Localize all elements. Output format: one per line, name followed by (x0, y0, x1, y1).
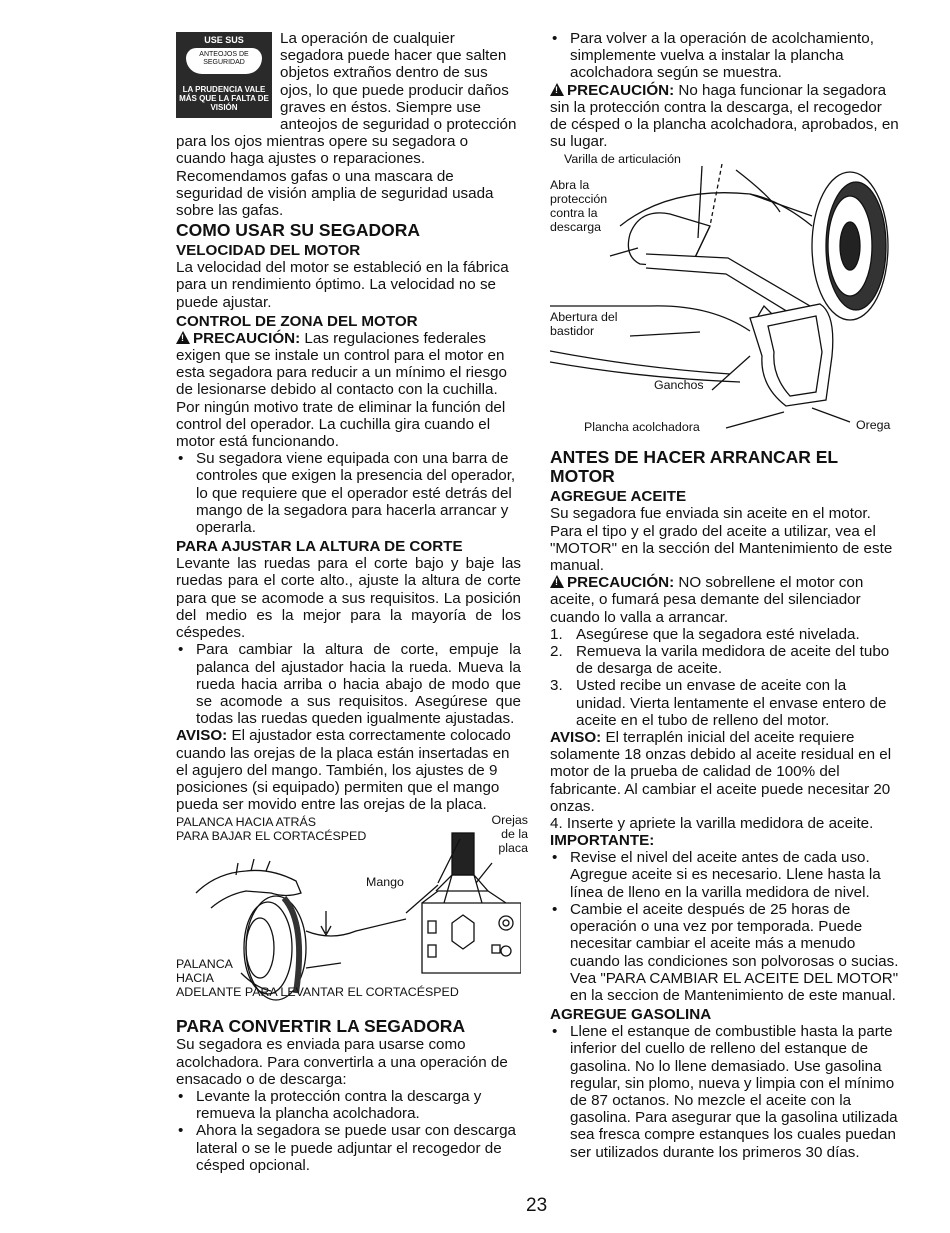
heading-como-usar: COMO USAR SU SEGADORA (176, 220, 421, 241)
gasolina-bullets (550, 1023, 900, 1161)
list-item: • Para cambiar la altura de corte, empuje la palanca del ajustador hacia la rueda. Mueva la rueda hacia arriba o hacia abajo de modo que se acomode a sus requisitos. Asegúrese que todas las ruedas queden igualmente ajustadas. (176, 641, 521, 727)
warning-icon (550, 575, 564, 588)
heading-control-zona: CONTROL DE ZONA DEL MOTOR (176, 312, 418, 330)
aviso-text: El ajustador esta correctamente colocado cuando las orejas de la placa están insertadas en el agujero del mango. También, los ajustes de 9 posiciones (si equipado) permiten que el mango pueda ser movido entre las orejas de la placa. (176, 727, 511, 814)
importante-bullets (550, 849, 900, 1004)
aviso-label: AVISO: (176, 727, 228, 745)
list-item: • Cambie el aceite después de 25 horas de operación o una vez por temporada. Puede necesitar cambiar el aceite más a menudo cuando las condiciones son polvorosas o sucias. Vea "PARA CAMBIAR EL ACEITE DEL MOTOR" en la seccion de Mantenimiento de este manual. (550, 901, 900, 1004)
warning-icon (176, 331, 190, 344)
goggles-lens-text: ANTEOJOS DE SEGURIDAD (186, 48, 262, 74)
heading-aceite: AGREGUE ACEITE (550, 488, 687, 506)
convertir-bullets (176, 1088, 521, 1174)
control-bullets (176, 450, 521, 536)
goggles-bottom-text: LA PRUDENCIA VALE MÁS QUE LA FALTA DE VISIÓN (179, 85, 269, 112)
precaucion-2-paragraph (550, 82, 900, 151)
step-number: 3. (550, 677, 563, 695)
goggles-top-text: USE SUS (204, 35, 244, 45)
label-line: PARA BAJAR EL CORTACÉSPED (176, 829, 367, 844)
orejas-label: Orejas de la placa (491, 813, 528, 856)
left-column (176, 30, 528, 1174)
volver-bullets (550, 30, 900, 82)
list-item: • Levante la protección contra la descarga y remueva la plancha acolchadora. (176, 1088, 521, 1122)
varilla-label: Varilla de articulación (564, 152, 681, 167)
label-line: PALANCA (176, 957, 233, 972)
heading-velocidad: VELOCIDAD DEL MOTOR (176, 242, 361, 260)
step-number: 2. (550, 643, 563, 661)
safety-goggles-icon (176, 32, 272, 118)
right-column (550, 30, 900, 1161)
mango-label: Mango (366, 875, 404, 890)
abra-label: Abra la protección contra la descarga (550, 178, 608, 235)
palanca-adelante-label (176, 957, 459, 999)
step-text: Remueva la varila medidora de aceite del tubo de desarga de aceite. (576, 643, 890, 678)
control-paragraph (176, 330, 521, 450)
step-text: Usted recibe un envase de aceite con la unidad. Vierta lentamente el envase entero de aceite en el tubo de relleno del motor. (576, 677, 887, 729)
heading-convertir: PARA CONVERTIR LA SEGADORA (176, 1016, 466, 1037)
heading-gasolina: AGREGUE GASOLINA (550, 1006, 712, 1024)
abertura-label: Abertura del bastidor (550, 310, 618, 339)
step-4 (550, 815, 900, 832)
palanca-atras-label (176, 815, 366, 843)
aviso-2-paragraph (550, 729, 900, 815)
list-item (550, 643, 900, 677)
height-adjust-figure (176, 813, 528, 1003)
convertir-text: Su segadora es enviada para usarse como acolchadora. Para convertirla a una operación de ensacado o de descarga: (176, 1036, 508, 1088)
warning-icon (550, 83, 564, 96)
label-line: ADELANTE PARA LEVANTAR EL CORTACÉSPED (176, 985, 459, 1000)
list-item: • Su segadora viene equipada con una barra de controles que exigen la presencia del operador, lo que requiere que el operador esté detrás del mango de la segadora para hacerla arrancar y operarla. (176, 450, 521, 536)
heading-antes: ANTES DE HACER ARRANCAR EL MOTOR (550, 447, 838, 487)
step-text: Inserte y apriete la varilla medidora de aceite. (566, 815, 874, 833)
precaucion-label: PRECAUCIÓN: (193, 329, 301, 347)
oil-steps (550, 626, 900, 729)
heading-altura: PARA AJUSTAR LA ALTURA DE CORTE (176, 538, 463, 556)
aviso-2-text: El terraplén inicial del aceite requiere solamente 18 onzas debido al aceite residual en el motor de la prueba de calidad de 100% del fabricante. Al cambiar el aceite puede necesitar 20 onzas. (550, 729, 892, 815)
step-text: Asegúrese que la segadora esté nivelada. (576, 625, 860, 643)
step-number: 1. (550, 625, 563, 643)
label-line: PALANCA HACIA ATRÁS (176, 815, 317, 830)
orega-label: Orega (856, 418, 891, 433)
step-number: 4. (550, 815, 563, 833)
list-item: • Ahora la segadora se puede usar con descarga lateral o se le puede adjuntar el recogedor de césped opcional. (176, 1122, 521, 1174)
precaucion-label: PRECAUCIÓN: (567, 574, 675, 592)
control-text: Las regulaciones federales exigen que se instale un control para el motor en esta segadora para reducir a un mínimo el riesgo de lesionarse debido al contacto con la cuchilla. Por ningún motivo trate de eliminar la función del control del operador. La cuchilla gira cuando el motor está funcionando. (176, 329, 507, 451)
plancha-label: Plancha acolchadora (584, 420, 700, 435)
altura-bullets (176, 641, 521, 727)
list-item: • Para volver a la operación de acolchamiento, simplemente vuelva a instalar la plancha acolchadora según se muestra. (550, 30, 900, 82)
velocidad-text: La velocidad del motor se estableció en la fábrica para un rendimiento óptimo. La velocidad no se puede ajustar. (176, 259, 509, 311)
aceite-text: Su segadora fue enviada sin aceite en el motor. Para el tipo y el grado del aceite a utilizar, vea el "MOTOR" en la sección del Mantenimiento de este manual. (550, 505, 893, 575)
precaucion-3-paragraph (550, 574, 900, 626)
list-item (550, 677, 900, 729)
safety-intro: La operación de cualquier segadora puede hacer que salten objetos extraños dentro de sus ojos, lo que puede producir daños graves en éstos. Siempre use anteojos de seguridad o protección para los ojos mientras opere su segadora o cuando haga ajustes o reparaciones. Recomendamos gafas o una mascara de seguridad de visión amplia de seguridad usada sobre las gafas. (176, 30, 517, 220)
altura-text: Levante las ruedas para el corte bajo y baje las ruedas para el corte alto., ajuste la altura de corte para que se acomode a sus requisitos. La posición del medio es la mejor para la mayoría de los céspedes. (176, 555, 521, 642)
label-line: HACIA (176, 971, 214, 986)
page-number: 23 (526, 1195, 548, 1216)
heading-importante: IMPORTANTE: (550, 832, 655, 850)
list-item: • Llene el estanque de combustible hasta la parte inferior del cuello de relleno del estanque de gasolina. No lo llene demasiado. Use gasolina regular, sin plomo, nueva y limpia con el mínimo de 87 octanos. No mezcle el aceite con la gasolina. Para asegurar que la gasolina utilizada sea fresca compre estanques los cuales puedan ser utilizados durante los primeros 30 días. (550, 1023, 900, 1161)
list-item (550, 626, 900, 643)
list-item: • Revise el nivel del aceite antes de cada uso. Agregue aceite si es necesario. Llene hasta la línea de lleno en la varilla medidora de nivel. (550, 849, 900, 901)
ganchos-label: Ganchos (654, 378, 704, 393)
aviso-label: AVISO: (550, 729, 602, 747)
precaucion-3-text: NO sobrellene el motor con aceite, o fumará pesa demante del silenciador cuando lo valla a arrancar. (550, 574, 864, 626)
precaucion-2-text: No haga funcionar la segadora sin la protección contra la descarga, el recogedor de césped o la plancha acolchadora, aprobados, en su lugar. (550, 81, 899, 151)
aviso-paragraph (176, 727, 521, 813)
mulching-plate-figure (550, 152, 900, 438)
precaucion-label: PRECAUCIÓN: (567, 81, 675, 99)
